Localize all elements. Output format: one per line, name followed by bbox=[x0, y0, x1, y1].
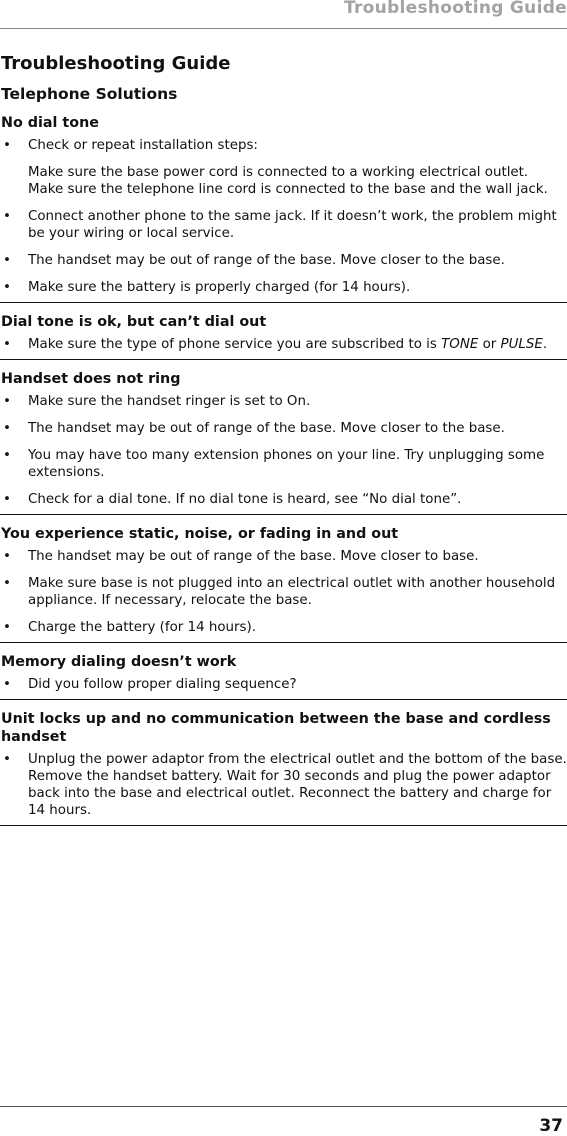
page-title: Troubleshooting Guide bbox=[1, 53, 231, 74]
troubleshooting-sections bbox=[0, 114, 567, 836]
list-item bbox=[0, 393, 567, 410]
section-unit-locks-up bbox=[0, 710, 567, 826]
bullet-icon: • bbox=[3, 751, 11, 767]
item-text bbox=[28, 336, 567, 353]
item-text: Make sure the battery is properly charged (for 14 hours). bbox=[28, 280, 411, 295]
item-text-part: or bbox=[478, 337, 501, 352]
list-item bbox=[0, 137, 567, 198]
section-subtitle: Telephone Solutions bbox=[1, 85, 178, 103]
section-title: Memory dialing doesn’t work bbox=[1, 654, 237, 670]
item-text-part: Make sure the type of phone service you are subscribed to is bbox=[28, 337, 442, 352]
list-item bbox=[0, 252, 567, 269]
section-title: You experience static, noise, or fading in and out bbox=[1, 526, 399, 542]
bullet-icon: • bbox=[3, 548, 11, 564]
section-title: Handset does not ring bbox=[1, 371, 181, 387]
item-text: Make sure the handset ringer is set to On. bbox=[28, 394, 311, 409]
tone-term: TONE bbox=[441, 337, 479, 352]
bullet-icon: • bbox=[3, 420, 11, 436]
section-handset-no-ring bbox=[0, 370, 567, 515]
item-text: Check for a dial tone. If no dial tone is heard, see “No dial tone”. bbox=[28, 492, 462, 507]
item-text: Make sure base is not plugged into an electrical outlet with another household appliance. If necessary, relocate the base. bbox=[28, 576, 556, 608]
bullet-icon: • bbox=[3, 336, 11, 352]
item-text: Check or repeat installation steps: bbox=[28, 138, 258, 153]
section-memory-dialing bbox=[0, 653, 567, 700]
item-text: The handset may be out of range of the base. Move closer to the base. bbox=[28, 421, 505, 436]
list-item bbox=[0, 208, 567, 242]
list-item bbox=[0, 575, 567, 609]
list-item bbox=[0, 447, 567, 481]
bullet-icon: • bbox=[3, 575, 11, 591]
bullet-icon: • bbox=[3, 252, 11, 268]
header-rule bbox=[0, 28, 567, 29]
list-item bbox=[0, 420, 567, 437]
item-text: Unplug the power adaptor from the electrical outlet and the bottom of the base. Remove the handset battery. Wait for 30 seconds and plug the power adaptor back into the base and electrical outlet. Reconnect the battery and charge for 14 hours. bbox=[28, 752, 567, 818]
bullet-icon: • bbox=[3, 619, 11, 635]
pulse-term: PULSE bbox=[500, 337, 543, 352]
item-text: Did you follow proper dialing sequence? bbox=[28, 677, 297, 692]
bullet-icon: • bbox=[3, 137, 11, 153]
list-item bbox=[0, 619, 567, 636]
bullet-icon: • bbox=[3, 447, 11, 463]
list-item bbox=[0, 548, 567, 565]
bullet-icon: • bbox=[3, 279, 11, 295]
list-item bbox=[0, 751, 567, 819]
list-item bbox=[0, 491, 567, 508]
item-subtext: Make sure the base power cord is connected to a working electrical outlet. Make sure the telephone line cord is connected to the base and the wall jack. bbox=[28, 165, 548, 197]
list-item bbox=[0, 336, 567, 353]
item-text: The handset may be out of range of the base. Move closer to the base. bbox=[28, 253, 505, 268]
section-title: Unit locks up and no communication between the base and cordless handset bbox=[1, 711, 551, 745]
item-text-part: . bbox=[542, 337, 548, 352]
item-text: You may have too many extension phones on your line. Try unplugging some extensions. bbox=[28, 448, 545, 480]
bullet-icon: • bbox=[3, 208, 11, 224]
section-title: No dial tone bbox=[1, 115, 99, 131]
item-text: Charge the battery (for 14 hours). bbox=[28, 620, 256, 635]
bullet-icon: • bbox=[3, 393, 11, 409]
section-cant-dial-out bbox=[0, 313, 567, 360]
section-title: Dial tone is ok, but can’t dial out bbox=[1, 314, 267, 330]
item-text: The handset may be out of range of the base. Move closer to base. bbox=[28, 549, 479, 564]
page-number: 37 bbox=[539, 1116, 563, 1136]
bullet-icon: • bbox=[3, 676, 11, 692]
section-static-noise bbox=[0, 525, 567, 643]
list-item bbox=[0, 279, 567, 296]
item-text: Connect another phone to the same jack. If it doesn’t work, the problem might be your wiring or local service. bbox=[28, 209, 557, 241]
list-item bbox=[0, 676, 567, 693]
footer-rule bbox=[0, 1106, 567, 1107]
section-no-dial-tone bbox=[0, 114, 567, 303]
bullet-icon: • bbox=[3, 491, 11, 507]
running-header-title: Troubleshooting Guide bbox=[343, 0, 567, 18]
